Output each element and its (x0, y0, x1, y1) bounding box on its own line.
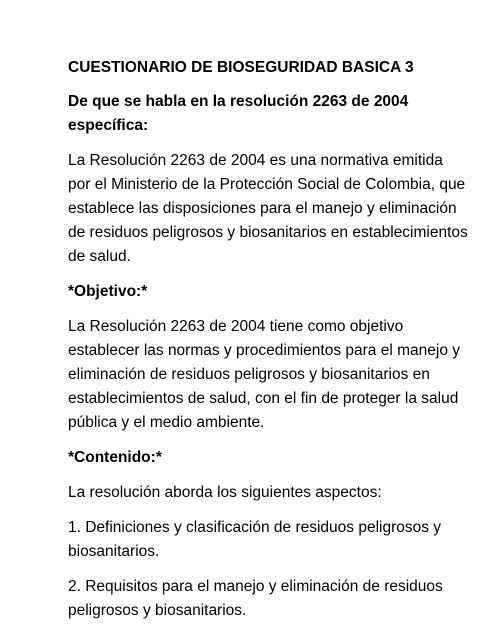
document-page (68, 56, 468, 634)
content-intro: La resolución aborda los siguientes aspectos: (68, 484, 382, 501)
document-title: CUESTIONARIO DE BIOSEGURIDAD BASICA 3 (68, 59, 414, 76)
list-item: 2. Requisitos para el manejo y eliminación de residuos peligrosos y biosanitarios. (68, 578, 443, 619)
objective-title: *Objetivo:* (68, 283, 148, 300)
content-title: *Contenido:* (68, 449, 162, 466)
objective-paragraph: La Resolución 2263 de 2004 tiene como objetivo establecer las normas y procedimientos para el manejo y eliminación de residuos peligrosos y biosanitarios en establecimientos de salud, con el fin de proteger la salud pública y el medio ambiente. (68, 318, 460, 431)
intro-paragraph: La Resolución 2263 de 2004 es una normativa emitida por el Ministerio de la Protección Social de Colombia, que establece las disposiciones para el manejo y eliminación de residuos peligrosos y biosanitarios en establecimientos de salud. (68, 152, 468, 265)
list-item: 1. Definiciones y clasificación de residuos peligrosos y biosanitarios. (68, 519, 442, 560)
question-heading: De que se habla en la resolución 2263 de 2004 específica: (68, 93, 409, 134)
